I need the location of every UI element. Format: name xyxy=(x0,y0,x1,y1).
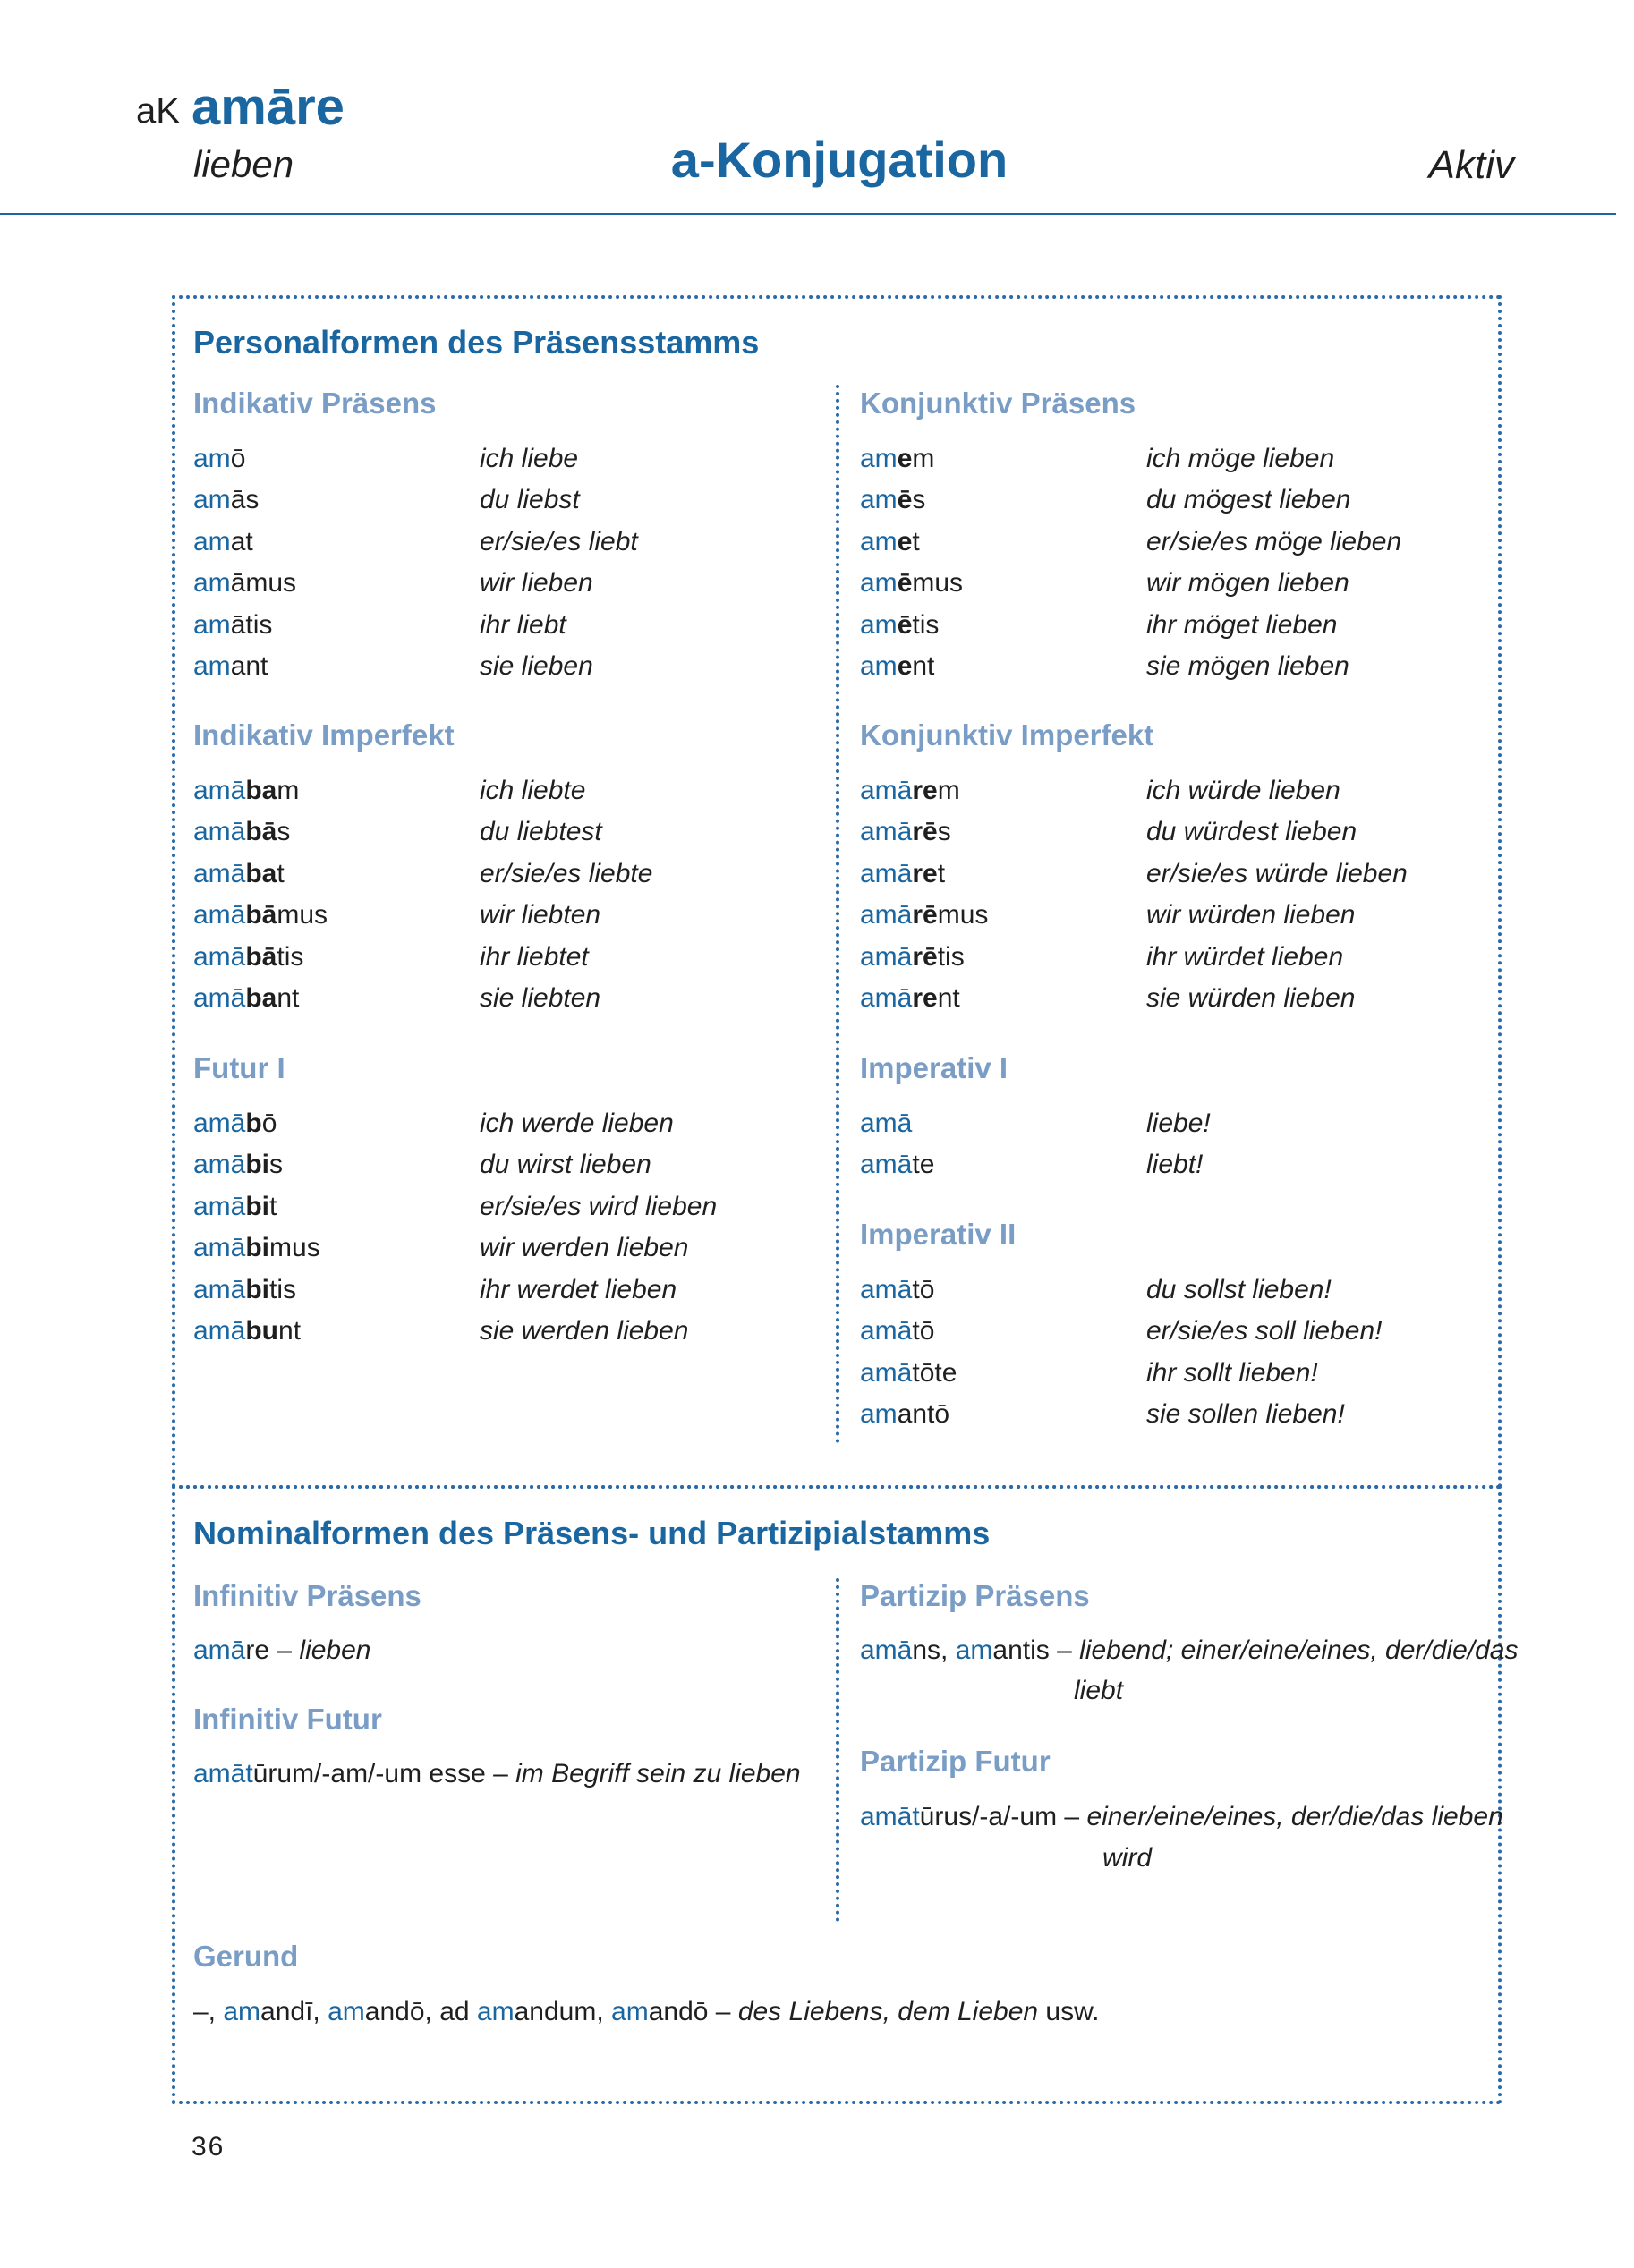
translation: wir würden lieben xyxy=(1146,900,1356,930)
dash: – xyxy=(1049,1635,1080,1665)
ending: mus xyxy=(269,1233,320,1263)
header-rule xyxy=(0,213,1616,215)
latin-form xyxy=(860,1353,957,1394)
latin-form xyxy=(193,1103,277,1144)
conjugation-row xyxy=(860,605,1468,646)
ending: andō xyxy=(648,1997,709,2026)
tail: usw. xyxy=(1038,1997,1100,2026)
conjugation-row xyxy=(860,1394,1468,1435)
latin-form xyxy=(193,1311,301,1352)
latin-form xyxy=(193,937,303,978)
tense-marker: rē xyxy=(912,817,938,847)
infinitiv-futur-heading: Infinitiv Futur xyxy=(193,1703,382,1736)
translation: liebt! xyxy=(1146,1150,1204,1180)
latin-form xyxy=(193,480,259,521)
conjugation-row xyxy=(860,563,1468,604)
ending: nt xyxy=(912,651,935,681)
conjugation-row xyxy=(193,1103,802,1144)
stem: amā xyxy=(860,1109,913,1138)
ending: m xyxy=(937,776,960,805)
tense-marker: rē xyxy=(912,941,938,972)
stem: amā xyxy=(193,1150,246,1180)
latin-form xyxy=(860,1270,934,1311)
latin-form xyxy=(860,522,920,563)
stem: am xyxy=(860,485,898,515)
tense-marker: re xyxy=(912,858,938,888)
conjugation-row xyxy=(860,770,1468,811)
ending: tis xyxy=(277,941,304,972)
tense-marker: re xyxy=(912,776,938,805)
ending: mus xyxy=(937,900,989,930)
conjugation-row xyxy=(860,522,1468,563)
ending: ant xyxy=(230,651,268,681)
nominal-section-title: Nominalformen des Präsens- und Partizipialstamms xyxy=(193,1515,991,1551)
stem: am xyxy=(955,1635,993,1665)
ending: tōte xyxy=(912,1357,957,1388)
translation: sie würden lieben xyxy=(1146,983,1356,1013)
ending: t xyxy=(277,858,285,888)
conjugation-row xyxy=(193,1186,802,1227)
latin-form xyxy=(193,1227,320,1269)
ending: nt xyxy=(937,983,960,1013)
ending: t xyxy=(912,526,920,556)
ending: antis xyxy=(992,1635,1050,1665)
conjugation-row xyxy=(193,895,802,936)
conjugation-row xyxy=(860,978,1468,1019)
conjugation-row xyxy=(193,438,802,480)
stem: am xyxy=(860,609,898,640)
translation: lieben xyxy=(299,1635,371,1665)
page-title: a-Konjugation xyxy=(670,132,1008,188)
ending: t xyxy=(937,858,946,888)
latin-form xyxy=(860,646,934,687)
conjugation-row xyxy=(193,811,802,853)
stem: am xyxy=(193,568,231,599)
conjugation-row xyxy=(193,1144,802,1185)
nominal-column-separator xyxy=(836,1578,839,1922)
ending: tō xyxy=(912,1316,935,1346)
translation: du mögest lieben xyxy=(1146,485,1351,515)
conjugation-row xyxy=(860,646,1468,687)
translation: du liebtest xyxy=(480,817,602,847)
translation: liebend; einer/eine/eines, der/die/das xyxy=(1079,1635,1519,1665)
translation: du liebst xyxy=(480,485,580,515)
gerund-heading: Gerund xyxy=(193,1940,299,1973)
translation: im Begriff sein zu lieben xyxy=(515,1759,801,1788)
tense-marker: bā xyxy=(245,817,277,847)
latin-form xyxy=(193,522,253,563)
stem: amā xyxy=(860,1150,913,1180)
dash: – xyxy=(1057,1802,1087,1831)
conjugation-row xyxy=(860,811,1468,853)
ending: s xyxy=(269,1150,284,1180)
latin-form xyxy=(193,563,296,604)
latin-form xyxy=(193,1270,296,1311)
latin-form xyxy=(860,895,988,936)
translation: er/sie/es liebte xyxy=(480,858,653,888)
ending: nt xyxy=(277,983,300,1013)
conjugation-row xyxy=(193,1227,802,1269)
translation: sie werden lieben xyxy=(480,1316,689,1346)
ending: s xyxy=(277,817,291,847)
stem: amāt xyxy=(860,1802,920,1831)
verb-infinitive: amāre xyxy=(191,78,345,136)
translation: ihr würdet lieben xyxy=(1146,941,1344,972)
conjugation-row xyxy=(860,1144,1468,1185)
dash: – xyxy=(485,1759,516,1788)
tense-marker: e xyxy=(897,651,913,681)
konjunktiv-praesens-heading: Konjunktiv Präsens xyxy=(860,386,1136,420)
stem: am xyxy=(193,444,231,473)
ending: tō xyxy=(912,1275,935,1304)
latin-form xyxy=(860,770,960,811)
stem: amā xyxy=(193,858,246,888)
tense-marker: bi xyxy=(245,1191,270,1221)
ending: tis xyxy=(269,1274,297,1304)
stem: amā xyxy=(860,941,913,972)
stem: am xyxy=(860,568,898,599)
tense-marker: bā xyxy=(245,900,277,930)
latin-form xyxy=(860,605,939,646)
latin-form xyxy=(193,978,299,1019)
translation: ihr sollt lieben! xyxy=(1146,1357,1318,1388)
translation: ich liebe xyxy=(480,444,579,473)
ending: m xyxy=(277,776,300,805)
infinitiv-praesens-heading: Infinitiv Präsens xyxy=(193,1579,421,1612)
latin-form xyxy=(860,978,960,1019)
translation: ihr möget lieben xyxy=(1146,609,1338,640)
tense-marker: ba xyxy=(245,858,277,888)
stem: amā xyxy=(193,983,246,1013)
stem: am xyxy=(860,444,898,473)
indikativ-praesens-heading: Indikativ Präsens xyxy=(193,386,437,420)
ending: ātis xyxy=(230,609,273,640)
tense-marker: ē xyxy=(897,485,913,515)
latin-form xyxy=(193,811,290,853)
latin-form xyxy=(193,770,299,811)
stem: am xyxy=(193,485,231,515)
ending: t xyxy=(269,1191,277,1221)
latin-form xyxy=(860,1394,949,1435)
stem: amā xyxy=(860,776,913,805)
tense-marker: e xyxy=(897,526,913,556)
imperativ2-heading: Imperativ II xyxy=(860,1218,1017,1251)
ending: andō, ad xyxy=(364,1997,477,2026)
conjugation-row xyxy=(860,895,1468,936)
translation: liebe! xyxy=(1146,1109,1211,1138)
latin-form xyxy=(860,854,945,895)
conjugation-row xyxy=(860,854,1468,895)
partizip-praesens-heading: Partizip Präsens xyxy=(860,1579,1090,1612)
conjugation-row xyxy=(193,480,802,521)
konjunktiv-imperfekt-heading: Konjunktiv Imperfekt xyxy=(860,718,1154,752)
translation: er/sie/es möge lieben xyxy=(1146,526,1402,556)
conjugation-row xyxy=(860,480,1468,521)
conjugation-row xyxy=(193,854,802,895)
translation: des Liebens, dem Lieben xyxy=(737,1997,1039,2026)
gerund-line xyxy=(193,1992,1099,2033)
stem: am xyxy=(860,1399,898,1430)
latin-form xyxy=(193,1186,277,1227)
translation: du sollst lieben! xyxy=(1146,1275,1332,1304)
ending: ō xyxy=(261,1109,277,1138)
stem: amā xyxy=(193,1191,246,1221)
latin-form xyxy=(860,811,951,853)
stem: amā xyxy=(193,941,246,972)
translation: wir werden lieben xyxy=(480,1233,689,1263)
conjugation-row xyxy=(860,438,1468,480)
stem: amā xyxy=(860,1357,913,1388)
conjugation-row xyxy=(193,605,802,646)
ending: te xyxy=(912,1150,935,1180)
conjugation-row xyxy=(860,1311,1468,1352)
ending: nt xyxy=(278,1316,302,1346)
stem: am xyxy=(476,1997,515,2026)
page-number: 36 xyxy=(191,2132,226,2162)
latin-form xyxy=(860,1144,934,1185)
translation: einer/eine/eines, der/die/das lieben xyxy=(1086,1802,1503,1831)
partizip-praesens-line xyxy=(860,1630,1518,1671)
stem: am xyxy=(193,651,231,681)
translation: er/sie/es soll lieben! xyxy=(1146,1316,1383,1346)
stem: am xyxy=(193,526,231,556)
translation: sie liebten xyxy=(480,983,601,1013)
translation: ich liebte xyxy=(480,776,586,805)
stem: amā xyxy=(193,817,246,847)
latin-form xyxy=(860,937,965,978)
latin-form xyxy=(193,605,272,646)
personal-column-separator xyxy=(836,385,839,1444)
ending: ās xyxy=(230,485,260,515)
conjugation-row xyxy=(193,937,802,978)
tense-marker: ba xyxy=(245,983,277,1013)
latin-form xyxy=(193,646,268,687)
tense-marker: e xyxy=(897,444,913,473)
conjugation-row xyxy=(193,770,802,811)
conjugation-row xyxy=(860,937,1468,978)
stem: amā xyxy=(860,1316,913,1346)
translation: du wirst lieben xyxy=(480,1150,651,1180)
stem: am xyxy=(223,1997,261,2026)
ending: re xyxy=(245,1635,270,1665)
stem: am xyxy=(328,1997,365,2026)
translation: ihr werdet lieben xyxy=(480,1274,677,1304)
verb-meaning: lieben xyxy=(193,143,294,185)
ending: m xyxy=(912,444,935,473)
indikativ-imperfekt-heading: Indikativ Imperfekt xyxy=(193,718,455,752)
tense-marker: ē xyxy=(897,568,913,599)
ending: ns, xyxy=(912,1635,956,1665)
ending: tis xyxy=(912,609,940,640)
partizip-futur-translation-cont: wird xyxy=(1102,1843,1153,1873)
imperativ1-heading: Imperativ I xyxy=(860,1051,1008,1084)
conjugation-code: aK xyxy=(136,91,180,131)
latin-form xyxy=(860,1103,912,1144)
conjugation-row xyxy=(193,1270,802,1311)
stem: amā xyxy=(860,900,913,930)
tense-marker: ē xyxy=(897,609,913,640)
latin-form xyxy=(860,480,925,521)
translation: ich möge lieben xyxy=(1146,444,1335,473)
tense-marker: bā xyxy=(245,941,277,972)
latin-form xyxy=(193,438,245,480)
ending: s xyxy=(912,485,926,515)
tense-marker: bu xyxy=(245,1316,279,1346)
stem: amā xyxy=(193,776,246,805)
ending: s xyxy=(937,817,951,847)
translation: wir mögen lieben xyxy=(1146,568,1349,599)
ending: at xyxy=(230,526,253,556)
translation: ich werde lieben xyxy=(480,1109,674,1138)
conjugation-row xyxy=(193,1311,802,1352)
ending: āmus xyxy=(230,568,297,599)
personal-section-title: Personalformen des Präsensstamms xyxy=(193,324,760,361)
conjugation-row xyxy=(193,563,802,604)
tense-marker: bi xyxy=(245,1150,270,1180)
partizip-praesens-translation-cont: liebt xyxy=(1074,1676,1124,1705)
translation: du würdest lieben xyxy=(1146,817,1357,847)
translation: ihr liebt xyxy=(480,609,566,640)
latin-form xyxy=(860,1311,934,1352)
futur1-heading: Futur I xyxy=(193,1051,285,1084)
stem: amā xyxy=(193,1109,246,1138)
stem: amā xyxy=(860,1275,913,1304)
stem: amā xyxy=(860,1635,913,1665)
latin-form xyxy=(193,895,328,936)
voice-label: Aktiv xyxy=(1428,143,1514,187)
stem: amā xyxy=(860,983,913,1013)
tense-marker: ba xyxy=(245,776,277,805)
ending: ūrum/-am/-um esse xyxy=(252,1759,486,1788)
stem: amā xyxy=(193,1316,246,1346)
stem: am xyxy=(611,1997,649,2026)
conjugation-row xyxy=(860,1353,1468,1394)
translation: sie sollen lieben! xyxy=(1146,1399,1345,1430)
latin-form xyxy=(860,563,963,604)
latin-form xyxy=(193,854,285,895)
stem: am xyxy=(860,526,898,556)
translation: er/sie/es liebt xyxy=(480,526,638,556)
translation: er/sie/es würde lieben xyxy=(1146,858,1408,888)
latin-form xyxy=(193,1144,283,1185)
tense-marker: bi xyxy=(245,1274,270,1304)
infinitiv-futur-line xyxy=(193,1754,801,1795)
ending: andum, xyxy=(514,1997,612,2026)
partizip-futur-heading: Partizip Futur xyxy=(860,1745,1051,1778)
translation: er/sie/es wird lieben xyxy=(480,1191,718,1221)
conjugation-row xyxy=(193,978,802,1019)
translation: wir liebten xyxy=(480,900,601,930)
stem: amā xyxy=(193,1635,246,1665)
conjugation-row xyxy=(860,1270,1468,1311)
conjugation-row xyxy=(193,646,802,687)
dash: – xyxy=(708,1997,738,2026)
stem: amāt xyxy=(193,1759,253,1788)
ending: antō xyxy=(897,1399,950,1430)
ending: ūrus/-a/-um xyxy=(919,1802,1058,1831)
infinitiv-praesens-line xyxy=(193,1630,370,1671)
ending: mus xyxy=(912,568,964,599)
translation: sie lieben xyxy=(480,651,593,681)
ending: tis xyxy=(937,941,965,972)
gerund-lead: –, xyxy=(193,1997,224,2026)
tense-marker: bi xyxy=(245,1233,270,1263)
translation: ich würde lieben xyxy=(1146,776,1340,805)
translation: wir lieben xyxy=(480,568,593,599)
stem: amā xyxy=(860,817,913,847)
ending: mus xyxy=(277,900,328,930)
ending: andī, xyxy=(260,1997,328,2026)
partizip-futur-line xyxy=(860,1797,1503,1838)
conjugation-row xyxy=(193,522,802,563)
conjugation-row xyxy=(860,1103,1468,1144)
stem: amā xyxy=(193,1233,246,1263)
stem: amā xyxy=(193,900,246,930)
stem: amā xyxy=(860,858,913,888)
tense-marker: rē xyxy=(912,900,938,930)
stem: amā xyxy=(193,1274,246,1304)
dash: – xyxy=(269,1635,300,1665)
latin-form xyxy=(860,438,934,480)
tense-marker: re xyxy=(912,983,938,1013)
stem: am xyxy=(193,609,231,640)
translation: ihr liebtet xyxy=(480,941,589,972)
ending: ō xyxy=(230,444,246,473)
tense-marker: b xyxy=(245,1109,262,1138)
stem: am xyxy=(860,651,898,681)
translation: sie mögen lieben xyxy=(1146,651,1349,681)
